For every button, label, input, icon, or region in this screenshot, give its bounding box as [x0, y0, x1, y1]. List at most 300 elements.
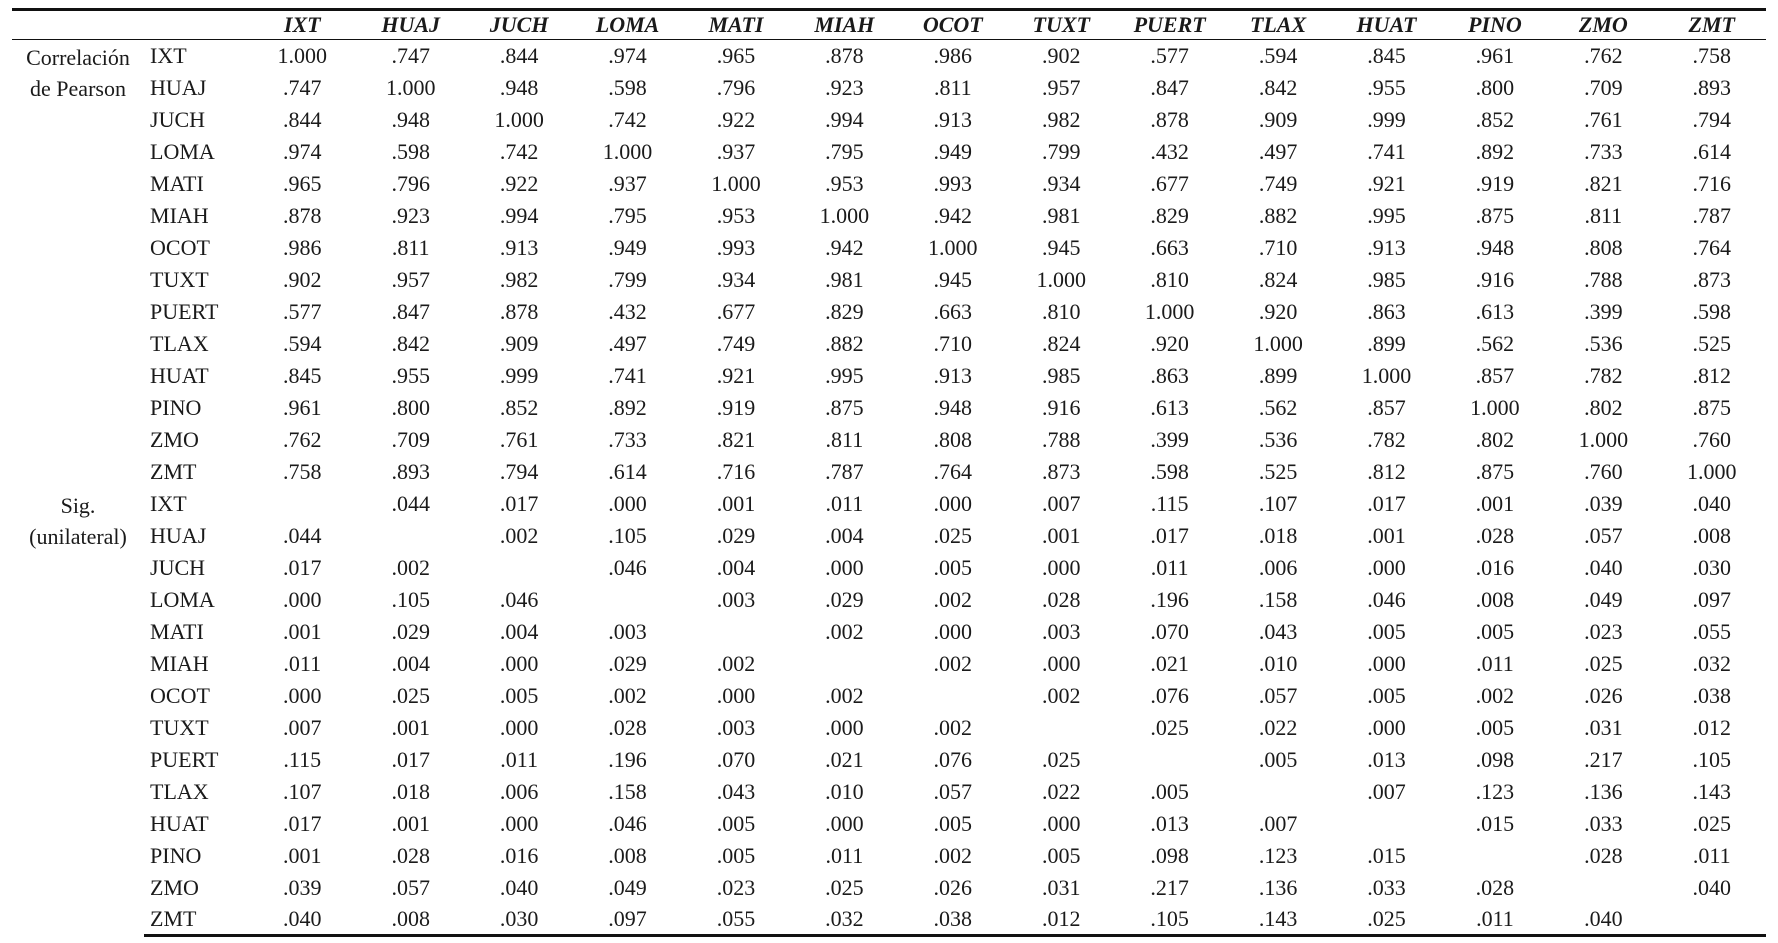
value-cell: .808 — [933, 426, 973, 452]
column-header-loma: LOMA — [573, 10, 681, 40]
value-cell: .811 — [1584, 202, 1623, 228]
value-cell: .577 — [1150, 42, 1189, 68]
table-row — [12, 744, 1766, 776]
value-cell: .136 — [1258, 874, 1298, 900]
value-cell: .882 — [1258, 202, 1298, 228]
value-cell: .057 — [933, 778, 973, 804]
value-cell: .057 — [1584, 522, 1623, 548]
value-cell: .922 — [499, 170, 539, 196]
value-cell: .001 — [283, 842, 322, 868]
value-cell: .994 — [499, 202, 539, 228]
row-label: LOMA — [150, 586, 215, 612]
value-cell: .716 — [1692, 170, 1732, 196]
table-row — [12, 648, 1766, 680]
value-cell — [1441, 840, 1549, 872]
value-cell: .919 — [1475, 170, 1515, 196]
row-label: ZMO — [150, 874, 199, 900]
value-cell: .709 — [1584, 74, 1623, 100]
table-row — [12, 168, 1766, 200]
value-cell: .598 — [1692, 298, 1732, 324]
value-cell: .821 — [1584, 170, 1623, 196]
value-cell — [682, 616, 790, 648]
value-cell: .937 — [608, 170, 647, 196]
value-cell: .031 — [1041, 874, 1081, 900]
value-cell: .015 — [1475, 810, 1515, 836]
row-label: OCOT — [150, 234, 210, 260]
value-cell: .899 — [1258, 362, 1298, 388]
value-cell: .758 — [283, 458, 322, 484]
column-header-miah: MIAH — [790, 10, 898, 40]
value-cell: .810 — [1041, 298, 1081, 324]
value-cell: .913 — [933, 362, 973, 388]
value-cell: .844 — [283, 106, 322, 132]
row-label: TLAX — [150, 330, 209, 356]
value-cell: .010 — [1258, 650, 1298, 676]
value-cell: .028 — [1475, 874, 1515, 900]
value-cell: .040 — [1549, 904, 1657, 936]
value-cell: .003 — [716, 714, 756, 740]
value-cell: .986 — [933, 42, 973, 68]
value-cell: .920 — [1150, 330, 1189, 356]
value-cell: .057 — [391, 874, 430, 900]
value-cell: .007 — [1041, 490, 1081, 516]
row-label: MIAH — [150, 650, 209, 676]
value-cell: .000 — [1367, 650, 1406, 676]
value-cell: .863 — [1150, 362, 1189, 388]
value-cell: 1.000 — [1253, 330, 1303, 356]
value-cell: .920 — [1258, 298, 1298, 324]
value-cell: .892 — [1475, 138, 1515, 164]
value-cell: .497 — [1258, 138, 1298, 164]
value-cell: .025 — [1150, 714, 1189, 740]
value-cell: .007 — [1258, 810, 1298, 836]
value-cell: .006 — [1258, 554, 1298, 580]
value-cell: .158 — [1258, 586, 1298, 612]
row-label: HUAT — [150, 810, 209, 836]
value-cell: .497 — [608, 330, 647, 356]
value-cell: 1.000 — [1578, 426, 1629, 452]
value-cell: .002 — [933, 650, 973, 676]
table-body — [12, 40, 1766, 936]
value-cell: .985 — [1367, 266, 1406, 292]
value-cell: .829 — [1150, 202, 1189, 228]
value-cell: 1.000 — [819, 202, 870, 228]
value-cell: .942 — [825, 234, 864, 260]
value-cell: .986 — [283, 234, 322, 260]
value-cell: .029 — [391, 618, 430, 644]
value-cell: .217 — [1584, 746, 1623, 772]
row-label: PUERT — [150, 298, 219, 324]
group-label — [12, 40, 144, 488]
value-cell: .536 — [1258, 426, 1298, 452]
value-cell: .762 — [1584, 42, 1623, 68]
group-label-line: (unilateral) — [29, 523, 127, 549]
value-cell: .005 — [716, 810, 756, 836]
value-cell: .004 — [716, 554, 756, 580]
value-cell: .845 — [283, 362, 322, 388]
value-cell: .008 — [608, 842, 647, 868]
value-cell: .025 — [1692, 810, 1732, 836]
value-cell: .115 — [283, 746, 322, 772]
value-cell: .003 — [608, 618, 647, 644]
value-cell: .794 — [499, 458, 539, 484]
value-cell: .614 — [608, 458, 647, 484]
table-header — [12, 10, 1766, 40]
row-label: HUAT — [150, 362, 209, 388]
value-cell: .882 — [825, 330, 864, 356]
value-cell: .733 — [608, 426, 647, 452]
value-cell: .875 — [825, 394, 864, 420]
value-cell: .002 — [933, 842, 973, 868]
value-cell: .000 — [499, 714, 539, 740]
value-cell: .021 — [825, 746, 864, 772]
value-cell: .016 — [499, 842, 539, 868]
value-cell: .760 — [1584, 458, 1623, 484]
value-cell: .022 — [1258, 714, 1298, 740]
value-cell: .008 — [1692, 522, 1732, 548]
value-cell: .070 — [1150, 618, 1189, 644]
row-label: ZMO — [150, 426, 199, 452]
value-cell: .863 — [1367, 298, 1406, 324]
value-cell: .002 — [825, 682, 864, 708]
value-cell: .934 — [716, 266, 756, 292]
value-cell: .993 — [933, 170, 973, 196]
value-cell: .536 — [1584, 330, 1623, 356]
value-cell: .044 — [391, 490, 430, 516]
value-cell: .937 — [716, 138, 756, 164]
value-cell: .810 — [1150, 266, 1189, 292]
value-cell: .017 — [499, 490, 539, 516]
value-cell: .011 — [283, 650, 322, 676]
value-cell: .030 — [465, 904, 573, 936]
value-cell: .001 — [716, 490, 756, 516]
value-cell: .921 — [716, 362, 756, 388]
value-cell — [573, 584, 681, 616]
value-cell: .029 — [608, 650, 647, 676]
value-cell: .764 — [1692, 234, 1732, 260]
value-cell: .948 — [1475, 234, 1515, 260]
value-cell — [1549, 872, 1657, 904]
table-row — [12, 680, 1766, 712]
value-cell: .000 — [499, 810, 539, 836]
value-cell: .982 — [499, 266, 539, 292]
value-cell: .046 — [608, 554, 647, 580]
value-cell: .025 — [825, 874, 864, 900]
table-row — [12, 72, 1766, 104]
value-cell: .981 — [825, 266, 864, 292]
value-cell: .985 — [1041, 362, 1081, 388]
value-cell: .525 — [1258, 458, 1298, 484]
value-cell — [465, 552, 573, 584]
table-row — [12, 552, 1766, 584]
value-cell: .844 — [499, 42, 539, 68]
table-row — [12, 616, 1766, 648]
value-cell: .741 — [608, 362, 647, 388]
value-cell: .044 — [283, 522, 322, 548]
value-cell: .038 — [899, 904, 1007, 936]
value-cell: 1.000 — [1470, 394, 1520, 420]
value-cell: .011 — [1692, 842, 1731, 868]
value-cell: .949 — [933, 138, 973, 164]
value-cell: .011 — [825, 842, 864, 868]
value-cell: .909 — [499, 330, 539, 356]
column-header-puert: PUERT — [1115, 10, 1223, 40]
value-cell: 1.000 — [711, 170, 761, 196]
group-label — [12, 488, 144, 936]
value-cell: .878 — [1150, 106, 1189, 132]
value-cell: .029 — [716, 522, 756, 548]
row-label: TLAX — [150, 778, 209, 804]
value-cell: 1.000 — [602, 138, 653, 164]
value-cell: .795 — [608, 202, 647, 228]
value-cell: .594 — [1258, 42, 1298, 68]
value-cell: .953 — [716, 202, 756, 228]
value-cell: .017 — [1367, 490, 1406, 516]
value-cell: .012 — [1007, 904, 1115, 936]
value-cell: .829 — [825, 298, 864, 324]
value-cell: .000 — [933, 618, 973, 644]
value-cell: .942 — [933, 202, 973, 228]
value-cell: .004 — [499, 618, 539, 644]
value-cell: .105 — [1692, 746, 1732, 772]
value-cell: .921 — [1367, 170, 1406, 196]
row-label: ZMT — [144, 904, 248, 936]
value-cell: .788 — [1584, 266, 1623, 292]
value-cell: .796 — [716, 74, 756, 100]
value-cell: .594 — [283, 330, 322, 356]
value-cell: .025 — [1041, 746, 1081, 772]
value-cell: .716 — [716, 458, 756, 484]
value-cell: .023 — [716, 874, 756, 900]
value-cell: .811 — [391, 234, 430, 260]
value-cell: .923 — [825, 74, 864, 100]
group-label-line: Sig. — [60, 492, 96, 518]
value-cell: .057 — [1258, 682, 1298, 708]
value-cell: .136 — [1584, 778, 1623, 804]
value-cell: .710 — [1258, 234, 1298, 260]
value-cell: .733 — [1584, 138, 1623, 164]
value-cell: .008 — [1475, 586, 1515, 612]
value-cell: .613 — [1475, 298, 1515, 324]
value-cell: 1.000 — [385, 74, 436, 100]
row-label: PINO — [150, 394, 202, 420]
row-label: PUERT — [150, 746, 219, 772]
value-cell: .011 — [1150, 554, 1189, 580]
value-cell: 1.000 — [1361, 362, 1412, 388]
table-row — [12, 456, 1766, 488]
value-cell: .873 — [1692, 266, 1732, 292]
value-cell: .893 — [1692, 74, 1732, 100]
column-header-pino: PINO — [1441, 10, 1549, 40]
value-cell: .974 — [283, 138, 322, 164]
value-cell: .857 — [1475, 362, 1515, 388]
column-header-tuxt: TUXT — [1007, 10, 1115, 40]
value-cell: .000 — [608, 490, 647, 516]
value-cell: .097 — [1692, 586, 1732, 612]
value-cell: .016 — [1475, 554, 1515, 580]
column-header-ocot: OCOT — [899, 10, 1007, 40]
value-cell: .123 — [1475, 778, 1515, 804]
header-row — [12, 10, 1766, 40]
value-cell: .955 — [391, 362, 430, 388]
value-cell: .043 — [1258, 618, 1298, 644]
value-cell: .196 — [1150, 586, 1189, 612]
value-cell: .001 — [1475, 490, 1515, 516]
value-cell — [899, 680, 1007, 712]
value-cell: .011 — [825, 490, 864, 516]
value-cell: .982 — [1041, 106, 1081, 132]
value-cell: .747 — [283, 74, 322, 100]
value-cell: .613 — [1150, 394, 1189, 420]
value-cell: .577 — [283, 298, 322, 324]
row-label: ZMT — [150, 458, 197, 484]
value-cell: .598 — [391, 138, 430, 164]
correlation-table — [12, 8, 1766, 937]
value-cell: .800 — [1475, 74, 1515, 100]
value-cell: .916 — [1041, 394, 1081, 420]
value-cell: .000 — [1041, 810, 1081, 836]
value-cell: .049 — [608, 874, 647, 900]
value-cell: .399 — [1584, 298, 1623, 324]
row-label: PINO — [150, 842, 202, 868]
value-cell: .821 — [716, 426, 756, 452]
value-cell: .002 — [499, 522, 539, 548]
value-cell: .028 — [1475, 522, 1515, 548]
value-cell: .598 — [1150, 458, 1189, 484]
value-cell: .026 — [1584, 682, 1623, 708]
value-cell: .028 — [608, 714, 647, 740]
value-cell: .032 — [790, 904, 898, 936]
value-cell: .000 — [825, 810, 864, 836]
value-cell: .000 — [1041, 554, 1081, 580]
value-cell: .018 — [1258, 522, 1298, 548]
value-cell: .965 — [716, 42, 756, 68]
value-cell: .017 — [283, 554, 322, 580]
value-cell: .007 — [283, 714, 322, 740]
table-row — [12, 104, 1766, 136]
row-label: MATI — [150, 170, 204, 196]
value-cell: .614 — [1692, 138, 1732, 164]
value-cell: .761 — [1584, 106, 1623, 132]
value-cell: .030 — [1692, 554, 1732, 580]
value-cell: .143 — [1692, 778, 1732, 804]
value-cell: .764 — [933, 458, 973, 484]
value-cell: .005 — [1475, 618, 1515, 644]
value-cell: .033 — [1367, 874, 1406, 900]
value-cell: .782 — [1584, 362, 1623, 388]
value-cell: .105 — [608, 522, 647, 548]
value-cell: .873 — [1041, 458, 1081, 484]
value-cell: .001 — [1041, 522, 1081, 548]
value-cell: .158 — [608, 778, 647, 804]
value-cell: .055 — [682, 904, 790, 936]
value-cell: .799 — [1041, 138, 1081, 164]
value-cell: .010 — [825, 778, 864, 804]
value-cell: .802 — [1584, 394, 1623, 420]
value-cell: .002 — [1041, 682, 1081, 708]
value-cell: .811 — [825, 426, 864, 452]
value-cell: .852 — [499, 394, 539, 420]
column-header-huaj: HUAJ — [356, 10, 464, 40]
value-cell: .857 — [1367, 394, 1406, 420]
value-cell: .217 — [1150, 874, 1189, 900]
value-cell: .005 — [1258, 746, 1298, 772]
table-row — [12, 296, 1766, 328]
value-cell: .875 — [1692, 394, 1732, 420]
value-cell: .022 — [1041, 778, 1081, 804]
value-cell: .008 — [356, 904, 464, 936]
value-cell: .847 — [391, 298, 430, 324]
value-cell: .993 — [716, 234, 756, 260]
value-cell: .800 — [391, 394, 430, 420]
value-cell: .399 — [1150, 426, 1189, 452]
value-cell: .802 — [1475, 426, 1515, 452]
column-header-ixt: IXT — [248, 10, 356, 40]
value-cell: .055 — [1692, 618, 1732, 644]
value-cell: .143 — [1224, 904, 1332, 936]
value-cell: .046 — [1367, 586, 1406, 612]
value-cell — [1224, 776, 1332, 808]
value-cell: 1.000 — [1036, 266, 1086, 292]
value-cell: .000 — [933, 490, 973, 516]
value-cell: .787 — [825, 458, 864, 484]
value-cell: .000 — [283, 586, 322, 612]
row-label: MATI — [150, 618, 204, 644]
value-cell: .999 — [1367, 106, 1406, 132]
value-cell: .974 — [608, 42, 647, 68]
table-row — [12, 264, 1766, 296]
value-cell: .003 — [1041, 618, 1081, 644]
value-cell: .799 — [608, 266, 647, 292]
value-cell: .107 — [283, 778, 322, 804]
value-cell: .949 — [608, 234, 647, 260]
value-cell: .747 — [391, 42, 430, 68]
value-cell: .005 — [499, 682, 539, 708]
table-row — [12, 40, 1766, 72]
value-cell: .040 — [1692, 874, 1732, 900]
value-cell: .808 — [1584, 234, 1623, 260]
value-cell: .032 — [1692, 650, 1732, 676]
table-row — [12, 488, 1766, 520]
value-cell: .038 — [1692, 682, 1732, 708]
value-cell: .899 — [1367, 330, 1406, 356]
value-cell: .028 — [1584, 842, 1623, 868]
value-cell: .994 — [825, 106, 864, 132]
value-cell: .040 — [499, 874, 539, 900]
value-cell: .033 — [1584, 810, 1623, 836]
value-cell: .909 — [1258, 106, 1298, 132]
value-cell: .000 — [283, 682, 322, 708]
value-cell: .710 — [933, 330, 973, 356]
value-cell: 1.000 — [928, 234, 978, 260]
row-label: MIAH — [150, 202, 209, 228]
value-cell: .025 — [1332, 904, 1440, 936]
row-label: JUCH — [150, 554, 206, 580]
column-header-tlax: TLAX — [1224, 10, 1332, 40]
table-row — [12, 584, 1766, 616]
value-cell: .015 — [1367, 842, 1406, 868]
value-cell: .002 — [1475, 682, 1515, 708]
value-cell: .005 — [716, 842, 756, 868]
value-cell: .878 — [499, 298, 539, 324]
header-blank-variable — [144, 10, 248, 40]
value-cell: .123 — [1258, 842, 1298, 868]
value-cell: .812 — [1367, 458, 1406, 484]
value-cell: .005 — [1041, 842, 1081, 868]
group-label-line: de Pearson — [30, 76, 126, 101]
value-cell: .002 — [608, 682, 647, 708]
value-cell: .945 — [933, 266, 973, 292]
